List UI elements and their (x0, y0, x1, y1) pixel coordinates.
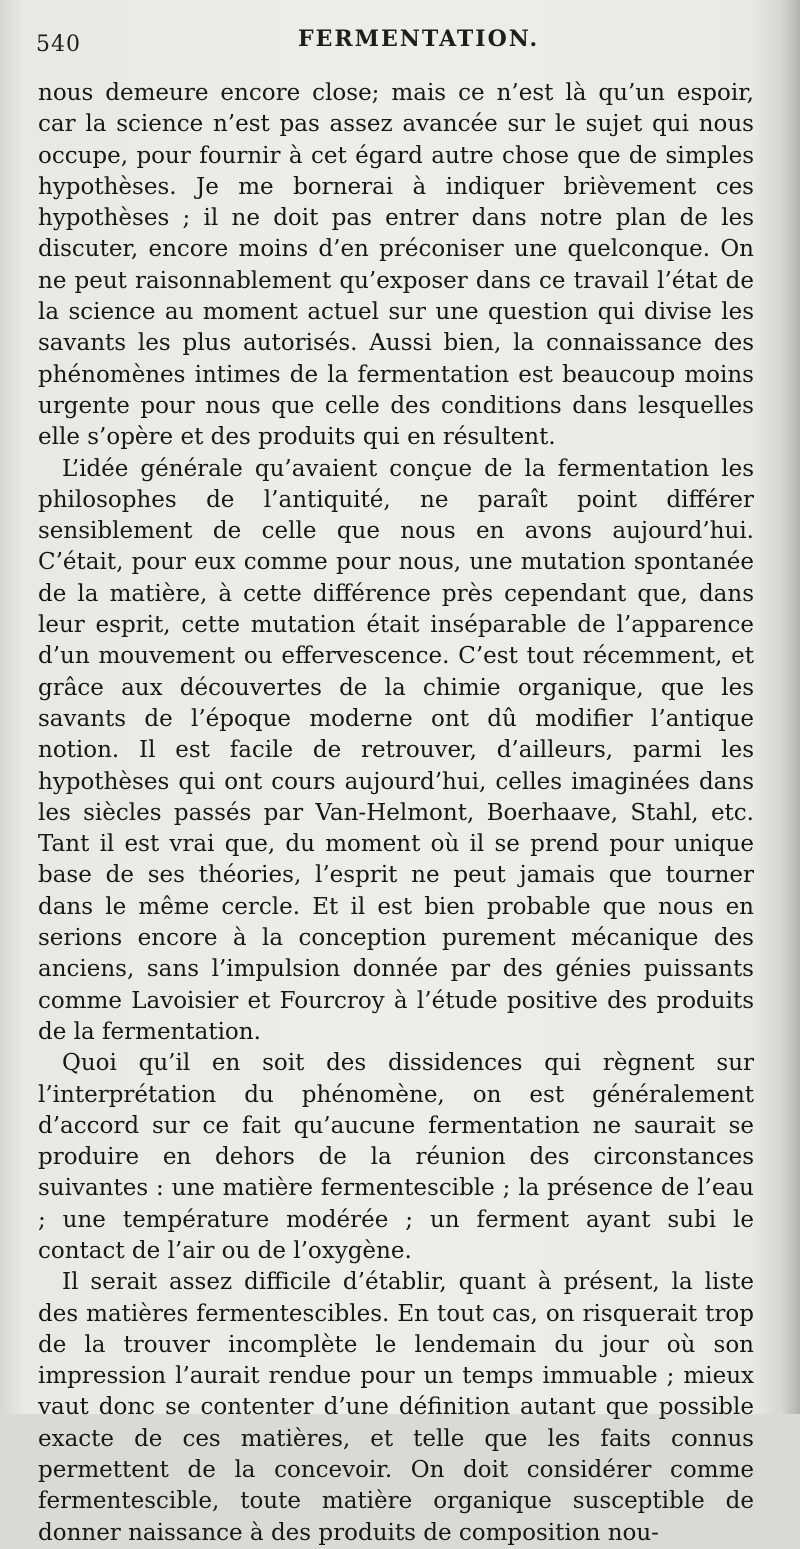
page-edge-shadow (782, 0, 800, 1414)
body-text (38, 78, 754, 1549)
paragraph-conditions: Quoi qu’il en soit des dissidences qui règnent sur l’interprétation du phénomène, on est généralement d’accord sur ce fait qu’aucune fermentation ne saurait se produire en dehors de la réunion des circonstances suivantes : une matière fermentescible ; la présence de l’eau ; une température modérée ; un ferment ayant subi le contact de l’air ou de l’oxygène. (38, 1050, 754, 1264)
paragraph-continuation: nous demeure encore close; mais ce n’est là qu’un espoir, car la science n’est pas assez avancée sur le sujet qui nous occupe, pour fournir à cet égard autre chose que de simples hypothèses. Je me bornerai à indiquer brièvement ces hypothèses ; il ne doit pas entrer dans notre plan de les discuter, encore moins d’en préconiser une quelconque. On ne peut raisonnablement qu’exposer dans ce travail l’état de la science au moment actuel sur une question qui divise les savants les plus autorisés. Aussi bien, la connaissance des phénomènes intimes de la fermentation est beaucoup moins urgente pour nous que celle des conditions dans lesquelles elle s’opère et des produits qui en résultent. (38, 80, 754, 451)
paragraph-ancient-ideas: L’idée générale qu’avaient conçue de la fermentation les philosophes de l’antiquité, ne paraît point différer sensiblement de celle que nous en avons aujourd’hui. C’était, pour eux comme pour nous, une mutation spontanée de la matière, à cette différence près cependant que, dans leur esprit, cette mutation était inséparable de l’apparence d’un mouvement ou effervescence. C’est tout récemment, et grâce aux découvertes de la chimie organique, que les savants de l’époque moderne ont dû modifier l’antique notion. Il est facile de retrouver, d’ailleurs, parmi les hypothèses qui ont cours aujourd’hui, celles imaginées dans les siècles passés par Van-Helmont, Boerhaave, Stahl, etc. Tant il est vrai que, du moment où il se prend pour unique base de ses théories, l’esprit ne peut jamais que tourner dans le même cercle. Et il est bien probable que nous en serions encore à la conception purement mécanique des anciens, sans l’impulsion donnée par des génies puissants comme Lavoisier et Fourcroy à l’étude positive des produits de la fermentation. (38, 455, 754, 1045)
page-header (36, 26, 756, 62)
running-title: FERMENTATION. (298, 26, 540, 52)
page-number: 540 (36, 32, 81, 57)
paragraph-fermentable-matters: Il serait assez difficile d’établir, quant à présent, la liste des matières fermentescibles. En tout cas, on risquerait trop de la trouver incomplète le lendemain du jour où son impression l’aurait rendue pour un temps immuable ; mieux vaut donc se contenter d’une définition autant que possible exacte de ces matières, et telle que les faits connus permettent de la concevoir. On doit considérer comme fermentescible, toute matière organique susceptible de donner naissance à des produits de composition nou- (38, 1269, 754, 1546)
